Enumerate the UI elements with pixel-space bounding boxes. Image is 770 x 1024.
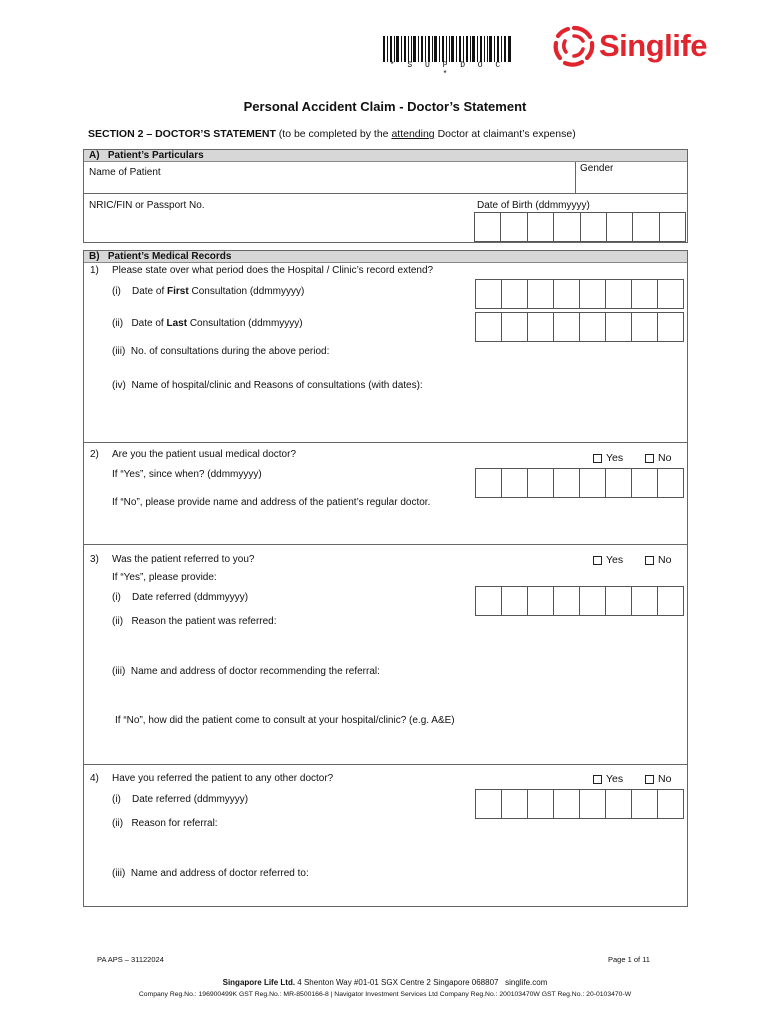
q1-last-consultation-label: (ii) Date of Last Consultation (ddmmyyyy) — [112, 318, 303, 329]
patient-particulars-heading: A) Patient’s Particulars — [84, 150, 687, 162]
q2-since-date-field[interactable] — [475, 468, 684, 498]
q3-yes-checkbox[interactable]: Yes — [593, 554, 623, 566]
company-address — [0, 978, 770, 987]
barcode — [383, 36, 511, 62]
q3-date-referred-label: (i) Date referred (ddmmyyyy) — [112, 592, 249, 603]
checkbox-icon — [645, 775, 654, 784]
q1-hospital-reasons-label: (iv) Name of hospital/clinic and Reasons of consultations (with dates): — [112, 380, 423, 391]
q2-if-yes-label: If “Yes”, since when? (ddmmyyyy) — [112, 469, 262, 480]
nric-label: NRIC/FIN or Passport No. — [89, 200, 205, 211]
q1-first-consultation-label: (i) Date of First Consultation (ddmmyyyy) — [112, 286, 305, 297]
q3-date-referred-field[interactable] — [475, 586, 684, 616]
q1-text: Please state over what period does the Hospital / Clinic’s record extend? — [112, 265, 434, 276]
divider — [84, 764, 687, 765]
company-name: Singapore Life Ltd. — [222, 978, 296, 987]
barcode-caption: * S U P D O C * — [389, 61, 505, 79]
q4-reason-field[interactable] — [110, 832, 680, 860]
divider — [84, 544, 687, 545]
checkbox-icon — [593, 454, 602, 463]
q4-reason-label: (ii) Reason for referral: — [112, 818, 218, 829]
q3-number: 3) — [90, 554, 99, 565]
q4-no-checkbox[interactable]: No — [645, 773, 671, 785]
document-title: Personal Accident Claim - Doctor’s Statement — [243, 99, 527, 114]
checkbox-icon — [645, 556, 654, 565]
q3-no-checkbox[interactable]: No — [645, 554, 671, 566]
q3-recommending-doctor-field[interactable] — [110, 680, 680, 710]
divider — [84, 442, 687, 443]
q3-if-no-label: If “No”, how did the patient come to consult at your hospital/clinic? (e.g. A&E) — [115, 715, 455, 726]
q4-referred-doctor-label: (iii) Name and address of doctor referred to: — [112, 868, 309, 879]
section-note-underlined: attending — [391, 128, 435, 140]
q3-text: Was the patient referred to you? — [112, 554, 255, 565]
q1-consultation-count-label: (iii) No. of consultations during the above period: — [112, 346, 330, 357]
document-code: PA APS – 31122024 — [97, 955, 164, 964]
q3-reason-field[interactable] — [110, 630, 680, 660]
address-line: 4 Shenton Way #01-01 SGX Centre 2 Singapore 068807 singlife.com — [297, 978, 548, 987]
q2-if-no-label: If “No”, please provide name and address of the patient’s regular doctor. — [112, 497, 431, 508]
section-note-pre: (to be completed by the — [278, 128, 389, 140]
q2-yes-checkbox[interactable]: Yes — [593, 452, 623, 464]
dob-field[interactable] — [474, 212, 686, 242]
q3-recommending-doctor-label: (iii) Name and address of doctor recommending the referral: — [112, 666, 380, 677]
first-consultation-date-field[interactable] — [475, 279, 684, 309]
divider — [84, 193, 687, 194]
singlife-logo-text: Singlife — [599, 28, 707, 63]
regular-doctor-field[interactable] — [110, 510, 680, 540]
q4-date-referred-field[interactable] — [475, 789, 684, 819]
checkbox-icon — [593, 556, 602, 565]
q3-reason-label: (ii) Reason the patient was referred: — [112, 616, 277, 627]
checkbox-icon — [645, 454, 654, 463]
gender-label: Gender — [580, 163, 614, 174]
q4-yes-checkbox[interactable]: Yes — [593, 773, 623, 785]
q3-if-yes-label: If “Yes”, please provide: — [112, 572, 217, 583]
dob-label: Date of Birth (ddmmyyyy) — [477, 200, 590, 211]
q4-referred-doctor-field[interactable] — [110, 882, 680, 902]
q4-date-referred-label: (i) Date referred (ddmmyyyy) — [112, 794, 249, 805]
q4-text: Have you referred the patient to any other doctor? — [112, 773, 334, 784]
page-number: Page 1 of 11 — [608, 955, 650, 964]
patient-name-label: Name of Patient — [89, 167, 161, 178]
hospital-reasons-field[interactable] — [110, 395, 680, 440]
consultation-count-field[interactable] — [380, 343, 680, 359]
q2-no-checkbox[interactable]: No — [645, 452, 671, 464]
section-label: SECTION 2 – DOCTOR’S STATEMENT — [88, 128, 276, 140]
company-registration: Company Reg.No.: 196900499K GST Reg.No.: MR-8500166-8 | Navigator Investment Services Ltd Company Reg.No.: 200103470W GST Reg.No.: 20-0103470-W — [138, 991, 632, 998]
q3-consult-route-field[interactable] — [110, 730, 680, 760]
q2-number: 2) — [90, 449, 99, 460]
q1-number: 1) — [90, 265, 99, 276]
q4-number: 4) — [90, 773, 99, 784]
q2-text: Are you the patient usual medical doctor? — [112, 449, 296, 460]
gender-field[interactable] — [576, 177, 686, 192]
last-consultation-date-field[interactable] — [475, 312, 684, 342]
section-heading — [88, 128, 576, 140]
medical-records-heading: B) Patient’s Medical Records — [84, 251, 687, 263]
section-note-post: Doctor at claimant’s expense) — [437, 128, 576, 140]
nric-field[interactable] — [84, 212, 472, 240]
checkbox-icon — [593, 775, 602, 784]
singlife-logo-icon — [552, 24, 596, 68]
patient-name-field[interactable] — [84, 162, 574, 192]
